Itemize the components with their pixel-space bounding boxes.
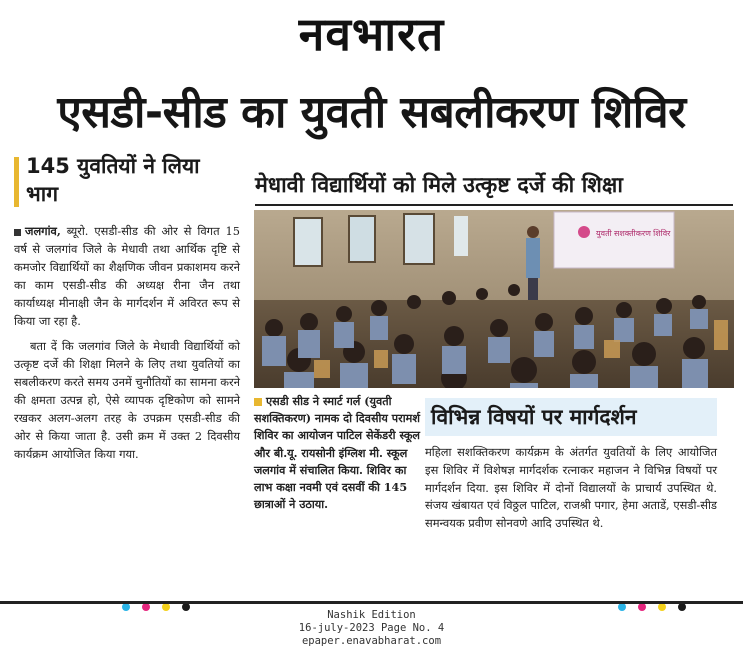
classroom-photo <box>254 210 734 388</box>
classroom-photo-image <box>254 210 734 388</box>
epaper-site: epaper.enavabharat.com <box>301 635 442 647</box>
photo-headline: मेधावी विद्यार्थियों को मिले उत्कृष्ट दर्जे की शिक्षा <box>255 166 733 206</box>
article-paragraph-1 <box>14 222 240 331</box>
edition-name: Nashik Edition <box>327 609 416 621</box>
photo-caption <box>254 393 420 588</box>
paragraph-1-text: ब्यूरो. एसडी-सीड की ओर से विगत 15 वर्ष से जलगांव जिले के मेधावी तथा आर्थिक दृष्टि से कमजोर विद्यार्थियों का शैक्षणिक जीवन प्रकाशमय करने का काम एसडी-सीड की अध्यक्ष रीना जैन तथा कार्याध्यक्ष मीनाक्षी जैन के मार्गदर्शन में अविरत रूप से किया जा रहा है. <box>14 224 240 329</box>
caption-text: एसडी सीड ने स्मार्ट गर्ल (युवती सशक्तिकरण) नामक दो दिवसीय परामर्श शिविर का आयोजन पाटिल सेकेंडरी स्कूल और बी.यू. रायसोनी इंग्लिश मी. स्कूल जलगांव में संचालित किया. शिविर का लाभ कक्षा नवमी एवं दसवीं की 145 छात्राओं ने उठाया. <box>254 394 421 512</box>
dateline: जलगांव, <box>25 224 61 238</box>
article-headline: एसडी-सीड का युवती सबलीकरण शिविर <box>57 87 686 138</box>
banner-text: युवती सशक्तीकरण शिविर <box>596 229 671 238</box>
article-body <box>14 222 240 469</box>
newspaper-masthead: नवभारत <box>298 7 445 61</box>
panel-body: महिला सशक्तिकरण कार्यक्रम के अंतर्गत युवतियों के लिए आयोजित इस शिविर में विशेषज्ञ मार्गदर्शक रत्नाकर महाजन ने विभिन्न विषयों पर मार्गदर्शन दिया. इस शिविर में दोनों विद्यालयों के प्राचार्य उपस्थित थे. संजय खंबायत एवं विठ्ठल पाटिल, राजश्री पगार, हेमा अताडें, एसडी-सीड समन्वयक प्रवीण सोनवणे आदि उपस्थित थे. <box>425 445 717 531</box>
subhead-accent-bar <box>14 157 19 207</box>
guidance-panel <box>425 398 717 586</box>
article-paragraph-2: बता दें कि जलगांव जिले के मेधावी विद्यार्थियों को उत्कृष्ट दर्जे की शिक्षा मिलने के लिए तथा युवतियों का सबलीकरण करते समय उनमें चुनौतियों का सामना करने की क्षमता उत्पन्न हो, ऐसे व्यापक दृष्टिकोण को सामने रखकर अलग-अलग तरह के उपक्रम एसडी-सीड की ओर से किया जाता है. उसी क्रम में उक्त 2 दिवसीय कार्यक्रम आयोजित किया गया. <box>14 338 240 462</box>
article-subhead: 145 युवतियों ने लिया भाग <box>26 154 200 206</box>
square-bullet-icon <box>14 229 21 236</box>
panel-title: विभिन्न विषयों पर मार्गदर्शन <box>425 398 717 436</box>
yellow-square-bullet-icon <box>254 398 262 406</box>
page-bottom-rule <box>0 601 743 604</box>
edition-date-page: 16-july-2023 Page No. 4 <box>298 622 445 634</box>
edition-footer <box>0 609 743 648</box>
